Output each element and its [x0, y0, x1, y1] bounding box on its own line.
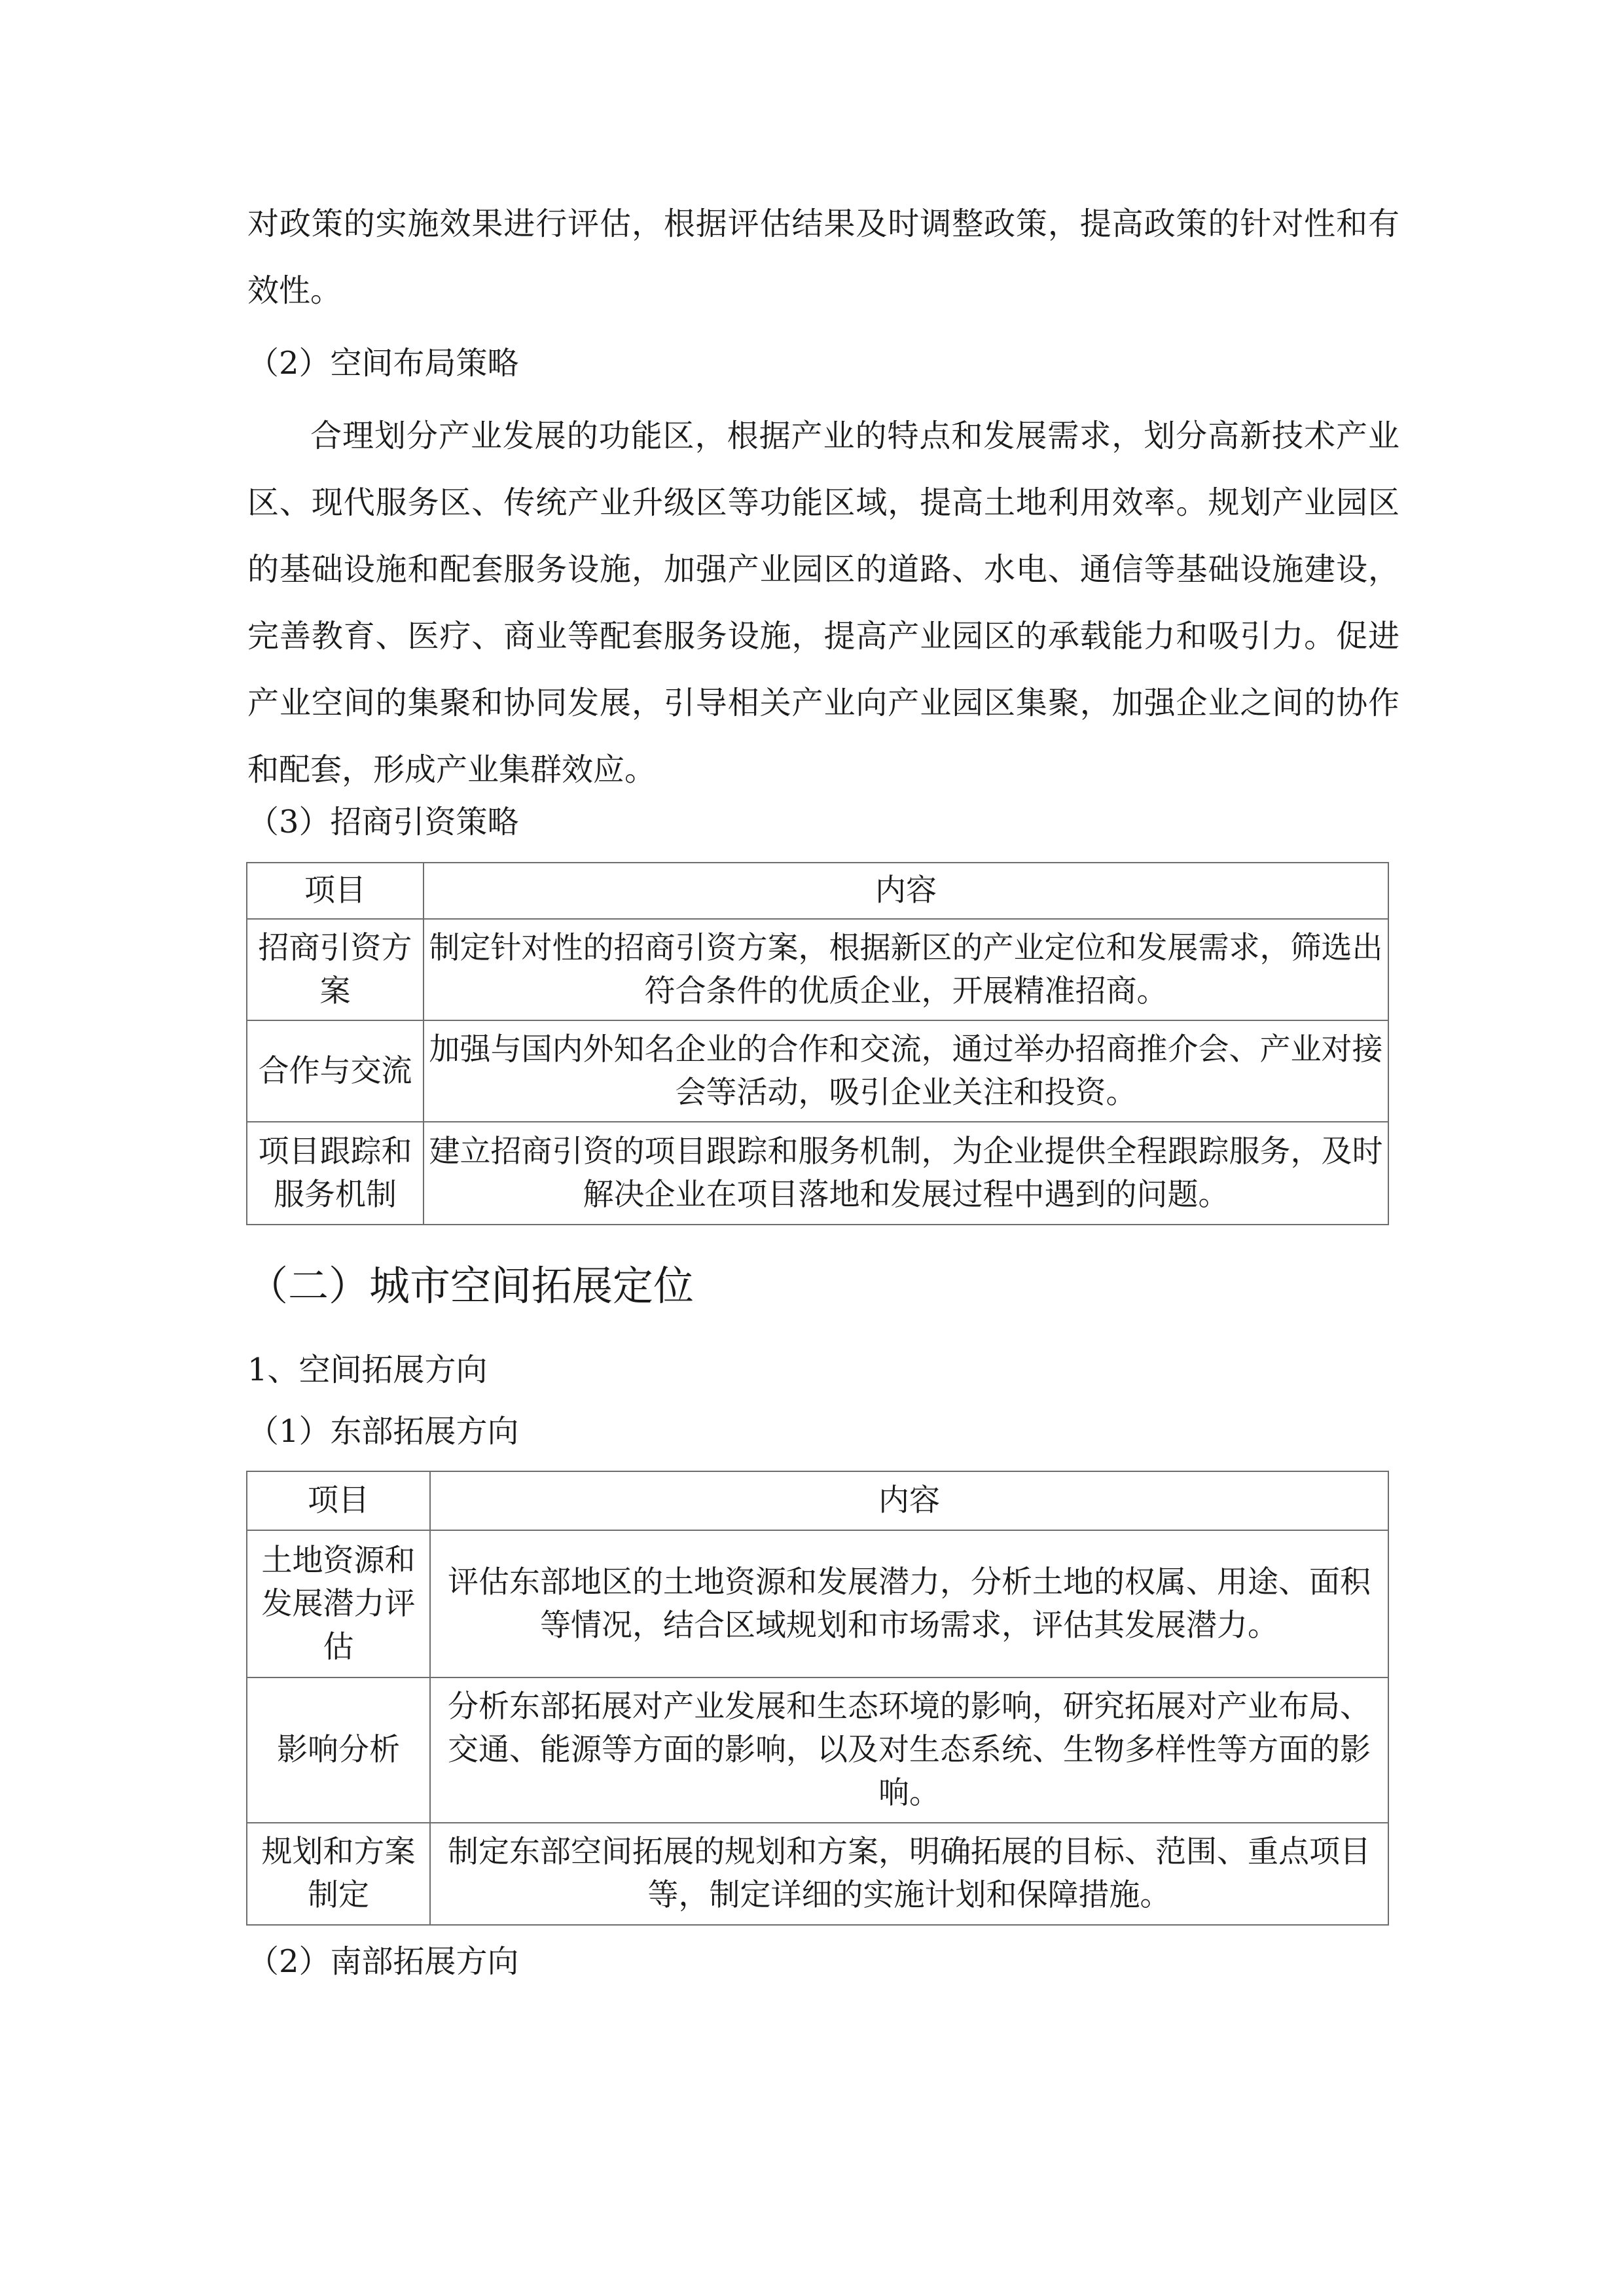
table-row — [247, 1823, 1388, 1925]
east-expansion-table — [246, 1471, 1389, 1926]
header-content: 内容 — [430, 1471, 1388, 1530]
header-item: 项目 — [247, 1471, 430, 1530]
row-content: 评估东部地区的土地资源和发展潜力，分析土地的权属、用途、面积等情况，结合区域规划和市场需求，评估其发展潜力。 — [430, 1530, 1388, 1677]
table-row — [247, 919, 1388, 1020]
row-item: 影响分析 — [247, 1677, 430, 1823]
header-content: 内容 — [424, 863, 1388, 919]
row-item: 项目跟踪和服务机制 — [247, 1122, 424, 1225]
table-header-row — [247, 1471, 1388, 1530]
intro-paragraph: 对政策的实施效果进行评估，根据评估结果及时调整政策，提高政策的针对性和有效性。 — [247, 206, 1399, 309]
table-row — [247, 1677, 1388, 1823]
section-2-title: （2）空间布局策略 — [247, 345, 519, 382]
row-item: 合作与交流 — [247, 1020, 424, 1122]
row-content: 制定针对性的招商引资方案，根据新区的产业定位和发展需求，筛选出符合条件的优质企业，开展精准招商。 — [424, 919, 1388, 1020]
row-content: 制定东部空间拓展的规划和方案，明确拓展的目标、范围、重点项目等，制定详细的实施计划和保障措施。 — [430, 1823, 1388, 1925]
table-header-row — [247, 863, 1388, 919]
table-row — [247, 1530, 1388, 1677]
south-section-title: （2）南部拓展方向 — [247, 1943, 519, 1980]
chapter-title: （二）城市空间拓展定位 — [247, 1262, 695, 1310]
section-2-paragraph: 合理划分产业发展的功能区，根据产业的特点和发展需求，划分高新技术产业区、现代服务区、传统产业升级区等功能区域，提高土地利用效率。规划产业园区的基础设施和配套服务设施，加强产业园区的道路、水电、通信等基础设施建设，完善教育、医疗、商业等配套服务设施，提高产业园区的承载能力和吸引力。促进产业空间的集聚和协同发展，引导相关产业向产业园区集聚，加强企业之间的协作和配套，形成产业集群效应。 — [247, 418, 1399, 788]
header-item: 项目 — [247, 863, 424, 919]
row-item: 土地资源和发展潜力评估 — [247, 1530, 430, 1677]
section-3-title: （3）招商引资策略 — [247, 804, 519, 840]
table-row — [247, 1020, 1388, 1122]
subsection-title: 1、空间拓展方向 — [247, 1352, 488, 1388]
east-section-title: （1）东部拓展方向 — [247, 1413, 519, 1450]
row-content: 加强与国内外知名企业的合作和交流，通过举办招商推介会、产业对接会等活动，吸引企业关注和投资。 — [424, 1020, 1388, 1122]
investment-strategy-table — [246, 862, 1389, 1225]
table-row — [247, 1122, 1388, 1225]
row-item: 规划和方案制定 — [247, 1823, 430, 1925]
row-content: 分析东部拓展对产业发展和生态环境的影响，研究拓展对产业布局、交通、能源等方面的影响，以及对生态系统、生物多样性等方面的影响。 — [430, 1677, 1388, 1823]
row-item: 招商引资方案 — [247, 919, 424, 1020]
row-content: 建立招商引资的项目跟踪和服务机制，为企业提供全程跟踪服务，及时解决企业在项目落地和发展过程中遇到的问题。 — [424, 1122, 1388, 1225]
